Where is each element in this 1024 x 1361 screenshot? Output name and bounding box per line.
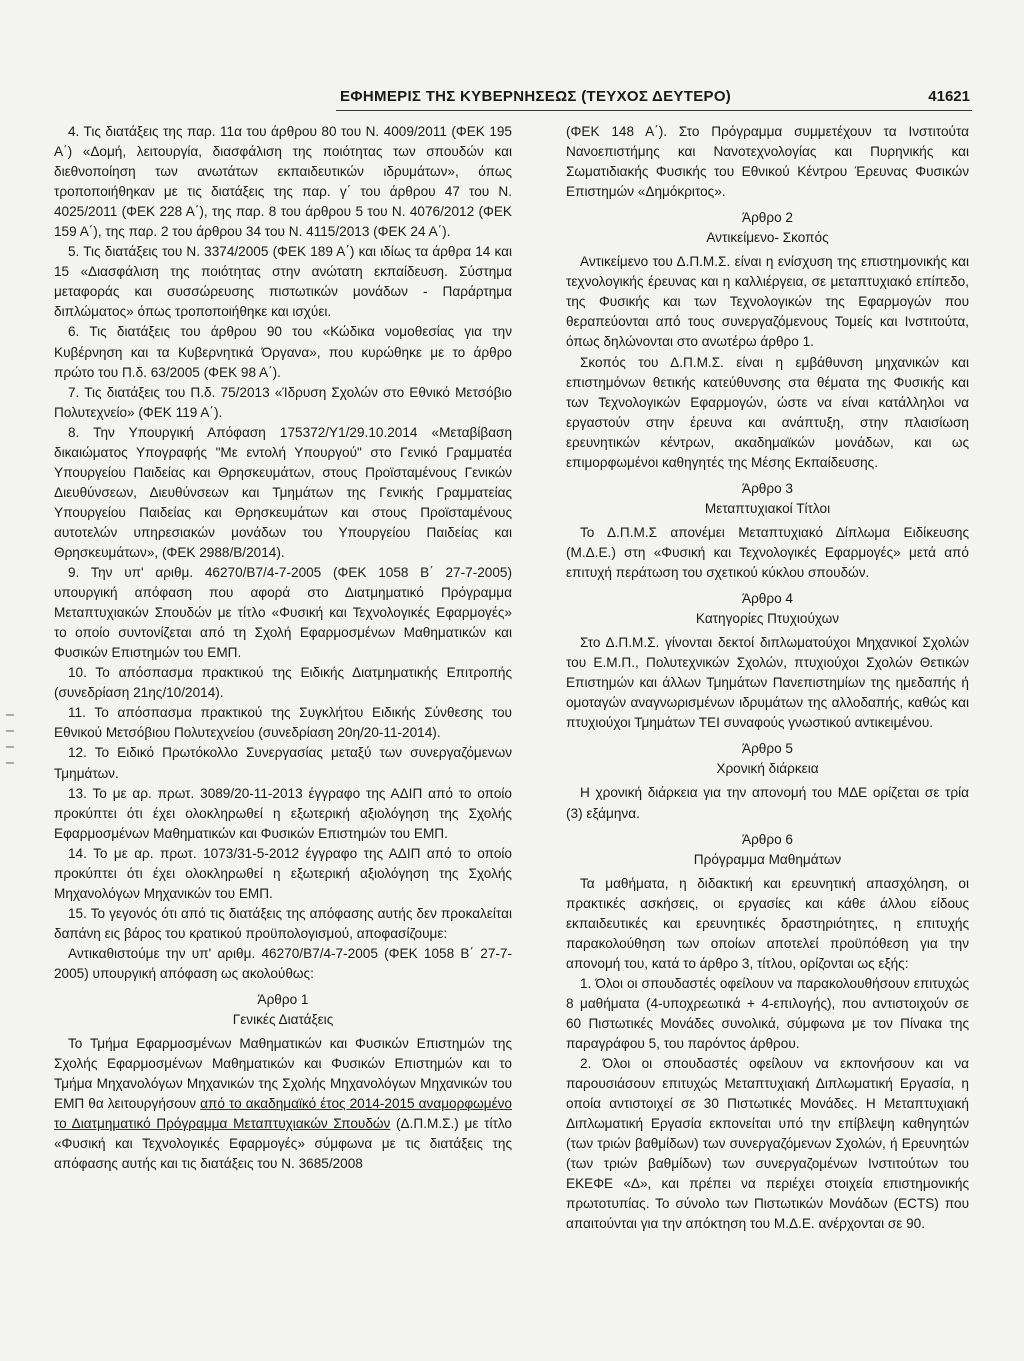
- paragraph-5: 5. Τις διατάξεις του Ν. 3374/2005 (ΦΕΚ 189 Α΄) και ιδίως τα άρθρα 14 και 15 «Διασφάλιση της ποιότητας στην ανώτατη εκπαίδευση. Σύστημα μεταφοράς και συσσώρευσης πιστωτικών μονάδων - Παράρτημα διπλώματος» όπως τροποποιήθηκε και ισχύει.: [54, 244, 512, 320]
- left-column: [54, 122, 512, 1174]
- right-column: [566, 122, 969, 1234]
- header-rule: [336, 110, 972, 111]
- article-1-text-before: Το Τμήμα Εφαρμοσμένων Μαθηματικών και Φυσικών Επιστημών της Σχολής Εφαρμοσμένων Μαθηματικών και Φυσικών Επιστημών και το Τμήμα Μηχανολόγων Μηχανικών της Σχολής Μηχανολόγων Μηχανικών του ΕΜΠ θα λειτουργήσουν: [54, 1036, 512, 1112]
- article-1-number: Άρθρο 1: [257, 992, 309, 1008]
- article-4-p1: Στο Δ.Π.Μ.Σ. γίνονται δεκτοί διπλωματούχοι Μηχανικοί Σχολών του Ε.Μ.Π., Πολυτεχνικών Σχολών, πτυχιούχοι Σχολών Θετικών Επιστημών και άλλων Τμημάτων Πανεπιστημίων της ημεδαπής ή ομοταγών αναγνωρισμένων ιδρυμάτων της αλλοδαπής, καθώς και πτυχιούχοι Τμημάτων ΤΕΙ συναφούς γνωστικού αντικειμένου.: [566, 635, 969, 731]
- article-2-title: Αντικείμενο- Σκοπός: [706, 230, 829, 246]
- margin-marks: [0, 700, 26, 860]
- paragraph-13: 13. Το με αρ. πρωτ. 3089/20-11-2013 έγγραφο της ΑΔΙΠ από το οποίο προκύπτει ότι έχει ολοκληρωθεί η εξωτερική αξιολόγηση της Σχολής Εφαρμοσμένων Μαθηματικών και Φυσικών Επιστημών του ΕΜΠ.: [54, 785, 512, 841]
- article-2-p2: Σκοπός του Δ.Π.Μ.Σ. είναι η εμβάθυνση μηχανικών και επιστημόνων θετικής κατεύθυνσης στα θέματα της Φυσικής και των Τεχνολογικών Εφαρμογών, ώστε να είναι κατάλληλοι να εργαστούν στην έρευνα και ανάπτυξη, στην πλαισίωση ερευνητικών κέντρων, ακαδημαϊκών μονάδων, και ως επιμορφωμένοι καθηγητές της Μέσης Εκπαίδευσης.: [566, 354, 969, 470]
- article-6-p2: 1. Όλοι οι σπουδαστές οφείλουν να παρακολουθήσουν επιτυχώς 8 μαθήματα (4-υποχρεωτικά + 4-επιλογής), που αντιστοιχούν σε 60 Πιστωτικές Μονάδες συνολικά, σύμφωνα με τον Πίνακα της παραγράφου 5, του παρόντος άρθρου.: [566, 975, 969, 1052]
- article-4-number: Άρθρο 4: [742, 591, 793, 607]
- gazette-title: ΕΦΗΜΕΡΙΣ ΤΗΣ ΚΥΒΕΡΝΗΣΕΩΣ (ΤΕΥΧΟΣ ΔΕΥΤΕΡΟ): [340, 88, 732, 105]
- article-6-number: Άρθρο 6: [742, 831, 793, 847]
- paragraph-12: 12. Το Ειδικό Πρωτόκολλο Συνεργασίας μεταξύ των συνεργαζόμενων Τμημάτων.: [54, 745, 512, 781]
- article-5-number: Άρθρο 5: [742, 741, 793, 757]
- resolution-paragraph: Αντικαθιστούμε την υπ' αριθμ. 46270/Β7/4-7-2005 (ΦΕΚ 1058 Β΄ 27-7-2005) υπουργική απόφαση ως ακολούθως:: [54, 945, 512, 981]
- article-1-text-after: (Δ.Π.Μ.Σ.) με τίτλο «Φυσική και Τεχνολογικές Εφαρμογές» σύμφωνα με τις διατάξεις της απόφασης αυτής και τις διατάξεις του Ν. 3685/2008: [54, 1116, 512, 1172]
- paragraph-10: 10. Το απόσπασμα πρακτικού της Ειδικής Διατμηματικής Επιτροπής (συνεδρίαση 21ης/10/2014).: [54, 665, 512, 701]
- article-6-p1: Τα μαθήματα, η διδακτική και ερευνητική απασχόληση, οι πρακτικές ασκήσεις, οι εργασίες και κάθε άλλου είδους εκπαιδευτικές και ερευνητικές δραστηριότητες, η επιτυχής παρακολούθηση των οποίων αποτελεί προϋπόθεση για την απονομή του, κατά το άρθρο 3, τίτλου, ορίζονται ως εξής:: [566, 875, 969, 971]
- article-3-title: Μεταπτυχιακοί Τίτλοι: [704, 500, 831, 516]
- paragraph-8: 8. Την Υπουργική Απόφαση 175372/Υ1/29.10.2014 «Μεταβίβαση δικαιώματος Υπογραφής "Με εντολή Υπουργού" στο Γενικό Γραμματέα Υπουργείου Παιδείας και Θρησκευμάτων, στους Προϊσταμένους Γενικών Διευθύνσεων, Διευθύνσεων και Τμημάτων της Γενικής Γραμματείας Υπουργείου Παιδείας και Θρησκευμάτων και στους Προϊσταμένους αυτοτελών υπηρεσιακών μονάδων του Υπουργείου Παιδείας και Θρησκευμάτων», (ΦΕΚ 2988/Β/2014).: [54, 424, 512, 560]
- paragraph-14: 14. Το με αρ. πρωτ. 1073/31-5-2012 έγγραφο της ΑΔΙΠ από το οποίο προκύπτει ότι έχει ολοκληρωθεί η εξωτερική αξιολόγηση της Σχολής Μηχανολόγων Μηχανικών του ΕΜΠ.: [54, 845, 512, 901]
- article-2-p1: Αντικείμενο του Δ.Π.Μ.Σ. είναι η ενίσχυση της επιστημονικής και τεχνολογικής έρευνας και η καλλιέργεια, σε μεταπτυχιακό επίπεδο, της Φυσικής και των Τεχνολογικών της Εφαρμογών που θεραπεύονται από τους συνεργαζόμενους Τομείς και Ινστιτούτα, όπως δηλώνονται στο ανωτέρω άρθρο 1.: [566, 254, 969, 350]
- paragraph-7: 7. Τις διατάξεις του Π.δ. 75/2013 «Ίδρυση Σχολών στο Εθνικό Μετσόβιο Πολυτεχνείο» (ΦΕΚ 119 Α΄).: [54, 384, 512, 420]
- article-2-number: Άρθρο 2: [742, 210, 793, 226]
- article-5-p1: Η χρονική διάρκεια για την απονομή του ΜΔΕ ορίζεται σε τρία (3) εξάμηνα.: [566, 785, 969, 821]
- paragraph-15: 15. Το γεγονός ότι από τις διατάξεις της απόφασης αυτής δεν προκαλείται δαπάνη εις βάρος του κρατικού προϋπολογισμού, αποφασίζουμε:: [54, 905, 512, 941]
- article-3-p1: Το Δ.Π.Μ.Σ απονέμει Μεταπτυχιακό Δίπλωμα Ειδίκευσης (Μ.Δ.Ε.) στη «Φυσική και Τεχνολογικές Εφαρμογές» μετά από επιτυχή περάτωση του σχετικού κύκλου σπουδών.: [566, 524, 969, 580]
- article-6-p3: 2. Όλοι οι σπουδαστές οφείλουν να εκπονήσουν και να παρουσιάσουν επιτυχώς Μεταπτυχιακή Διπλωματική Εργασία, η οποία αντιστοιχεί σε 30 Πιστωτικές Μονάδες. Η Μεταπτυχιακή Διπλωματική Εργασία εκπονείται υπό την επίβλεψη καθηγητών (των τριών βαθμίδων) των συνεργαζόμενων Σχολών, ή Ερευνητών (των τριών βαθμίδων) των συνεργαζομένων Ινστιτούτων του ΕΚΕΦΕ «Δ», και πρέπει να περιέχει στοιχεία επιστημονικής πρωτοτυπίας. Το σύνολο των Πιστωτικών Μονάδων (ECTS) που απαιτούνται για την απόκτηση του Μ.Δ.Ε. ανέρχονται σε 90.: [566, 1056, 969, 1232]
- article-3-number: Άρθρο 3: [742, 480, 793, 496]
- paragraph-6: 6. Τις διατάξεις του άρθρου 90 του «Κώδικα νομοθεσίας για την Κυβέρνηση και τα Κυβερνητικά Όργανα», που κυρώθηκε με το άρθρο πρώτο του Π.δ. 63/2005 (ΦΕΚ 98 Α΄).: [54, 324, 512, 380]
- paragraph-11: 11. Το απόσπασμα πρακτικού της Συγκλήτου Ειδικής Σύνθεσης του Εθνικού Μετσόβιου Πολυτεχνείου (συνεδρίαση 20η/20-11-2014).: [54, 705, 512, 741]
- article-1-text-underlined: από το ακαδημαϊκό έτος 2014-2015 αναμορφωμένο το Διατμηματικό Πρόγραμμα Μεταπτυχιακών Σπουδών: [54, 1096, 512, 1132]
- article-5-title: Χρονική διάρκεια: [716, 761, 819, 777]
- article-4-title: Κατηγορίες Πτυχιούχων: [695, 611, 840, 627]
- page-header: [0, 88, 1024, 112]
- right-intro: (ΦΕΚ 148 Α΄). Στο Πρόγραμμα συμμετέχουν τα Ινστιτούτα Νανοεπιστήμης και Νανοτεχνολογίας και Πυρηνικής και Σωματιδιακής Φυσικής του Εθνικού Κέντρου Έρευνας Φυσικών Επιστημών «Δημόκριτος».: [566, 124, 969, 200]
- paragraph-4: 4. Τις διατάξεις της παρ. 11α του άρθρου 80 του Ν. 4009/2011 (ΦΕΚ 195 Α΄) «Δομή, λειτουργία, διασφάλιση της ποιότητας των σπουδών και διεθνοποίηση των ανωτάτων εκπαιδευτικών ιδρυμάτων», όπως τροποποιήθηκαν με τις διατάξεις της παρ. γ΄ του άρθρου 47 του Ν. 4025/2011 (ΦΕΚ 228 Α΄), της παρ. 8 του άρθρου 5 του Ν. 4076/2012 (ΦΕΚ 159 Α΄), της παρ. 2 του άρθρου 34 του Ν. 4115/2013 (ΦΕΚ 24 Α΄).: [54, 124, 512, 240]
- paragraph-9: 9. Την υπ' αριθμ. 46270/Β7/4-7-2005 (ΦΕΚ 1058 Β΄ 27-7-2005) υπουργική απόφαση που αφορά στο Διατμηματικό Πρόγραμμα Μεταπτυχιακών Σπουδών με τίτλο «Φυσική και Τεχνολογικές Εφαρμογές» το οποίο συντονίζεται από τη Σχολή Εφαρμοσμένων Μαθηματικών και Φυσικών Επιστημών του ΕΜΠ.: [54, 565, 512, 661]
- article-1-title: Γενικές Διατάξεις: [232, 1012, 334, 1028]
- page-number: 41621: [928, 88, 970, 105]
- article-1-text: [54, 1034, 512, 1174]
- article-6-title: Πρόγραμμα Μαθημάτων: [693, 851, 842, 867]
